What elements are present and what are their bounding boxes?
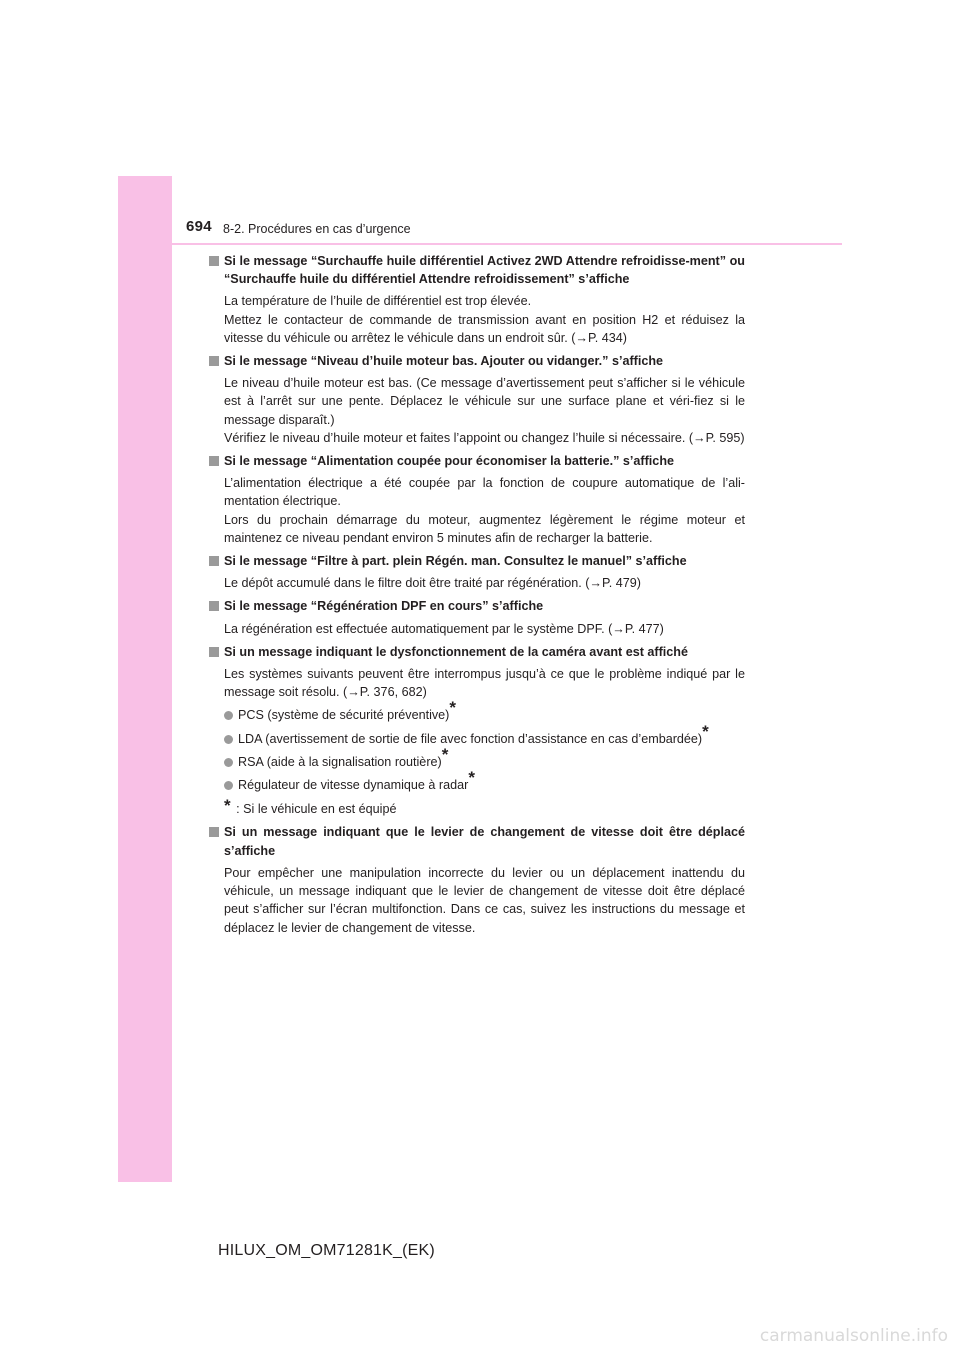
header-rule: [172, 243, 842, 245]
item-title: Si le message “Filtre à part. plein Régén. man. Consultez le manuel” s’affiche: [224, 554, 687, 569]
asterisk-mark: *: [224, 796, 231, 816]
system-bullet: [224, 744, 745, 771]
bullet-text: PCS (système de sécurité préventive): [238, 708, 450, 723]
page-number: 694: [186, 218, 212, 235]
item-paragraph: Le niveau d’huile moteur est bas. (Ce message d’avertissement peut s’afficher si le véhicule est à l’arrêt sur une pente. Déplacez le véhicule sur une surface plane et véri-fiez si le message disparaît.): [224, 376, 745, 427]
system-bullet: [224, 768, 745, 794]
footnote: [224, 796, 745, 818]
round-bullet-icon: [224, 735, 233, 744]
item-low-engine-oil: [209, 352, 745, 447]
item-filter-full: [209, 552, 745, 592]
item-title: Si un message indiquant le dysfonctionnement de la caméra avant est affiché: [224, 644, 689, 659]
item-power-cut: [209, 452, 745, 547]
footnote-text: : Si le véhicule en est équipé: [236, 802, 397, 817]
sidebar-tab: [118, 176, 172, 1182]
item-paragraph: Vérifiez le niveau d’huile moteur et faites l’appoint ou changez l’huile si nécessaire. (→P. 595): [224, 430, 745, 445]
item-title: Si le message “Régénération DPF en cours” s’affiche: [224, 599, 544, 614]
asterisk-mark: *: [468, 768, 475, 788]
item-paragraph: Les systèmes suivants peuvent être interrompus jusqu’à ce que le problème indiqué par le message soit résolu. (→P. 376, 682): [224, 667, 745, 700]
document-code: HILUX_OM_OM71281K_(EK): [218, 1242, 435, 1259]
item-diff-oil-overheat: [209, 252, 745, 347]
round-bullet-icon: [224, 758, 233, 767]
item-front-camera: [209, 643, 745, 819]
asterisk-mark: *: [702, 721, 709, 741]
item-paragraph: L’alimentation électrique a été coupée par la fonction de coupure automatique de l’ali-mentation électrique.: [224, 476, 745, 509]
asterisk-mark: *: [449, 698, 457, 718]
square-bullet-icon: [209, 601, 219, 611]
round-bullet-icon: [224, 711, 233, 720]
square-bullet-icon: [209, 827, 219, 837]
square-bullet-icon: [209, 647, 219, 657]
item-title: Si le message “Niveau d’huile moteur bas. Ajouter ou vidanger.” s’affiche: [224, 354, 664, 369]
item-paragraph: Mettez le contacteur de commande de transmission avant en position H2 et réduisez la vitesse du véhicule ou arrêtez le véhicule dans un endroit sûr. (→P. 434): [224, 312, 745, 345]
bullet-text: LDA (avertissement de sortie de file avec fonction d’assistance en cas d’embardée): [238, 731, 703, 746]
bullet-text: RSA (aide à la signalisation routière): [238, 754, 442, 769]
item-paragraph: La régénération est effectuée automatiquement par le système DPF. (→P. 477): [224, 621, 664, 636]
watermark: carmanualsonline.info: [759, 1326, 948, 1346]
square-bullet-icon: [209, 556, 219, 566]
item-title: Si un message indiquant que le levier de changement de vitesse doit être déplacé s’affiche: [224, 825, 745, 858]
square-bullet-icon: [209, 356, 219, 366]
item-paragraph: La température de l’huile de différentiel est trop élevée.: [224, 294, 532, 309]
square-bullet-icon: [209, 256, 219, 266]
round-bullet-icon: [224, 781, 233, 790]
system-bullet: [224, 721, 745, 748]
item-title: Si le message “Alimentation coupée pour économiser la batterie.” s’affiche: [224, 454, 675, 469]
item-paragraph: Le dépôt accumulé dans le filtre doit être traité par régénération. (→P. 479): [224, 576, 642, 591]
section-title: 8-2. Procédures en cas d’urgence: [223, 222, 411, 236]
square-bullet-icon: [209, 456, 219, 466]
asterisk-mark: *: [441, 744, 449, 764]
item-paragraph: Pour empêcher une manipulation incorrecte du levier ou un déplacement inattendu du véhicule, un message indiquant que le levier de changement de vitesse doit être déplacé peut s’afficher sur l’écran multifonction. Dans ce cas, suivez les instructions du message et déplacez le levier de changement de vitesse.: [224, 865, 745, 935]
system-bullet: [224, 698, 745, 724]
item-shift-lever: [209, 823, 745, 936]
bullet-text: Régulateur de vitesse dynamique à radar: [238, 778, 469, 793]
item-dpf-regeneration: [209, 597, 745, 637]
item-paragraph: Lors du prochain démarrage du moteur, augmentez légèrement le régime moteur et maintenez ce niveau pendant environ 5 minutes afin de recharger la batterie.: [224, 512, 745, 545]
item-title: Si le message “Surchauffe huile différentiel Activez 2WD Attendre refroidisse-ment” ou “Surchauffe huile du différentiel Attendre refroidissement” s’affiche: [224, 254, 745, 287]
page-content: [209, 252, 745, 942]
